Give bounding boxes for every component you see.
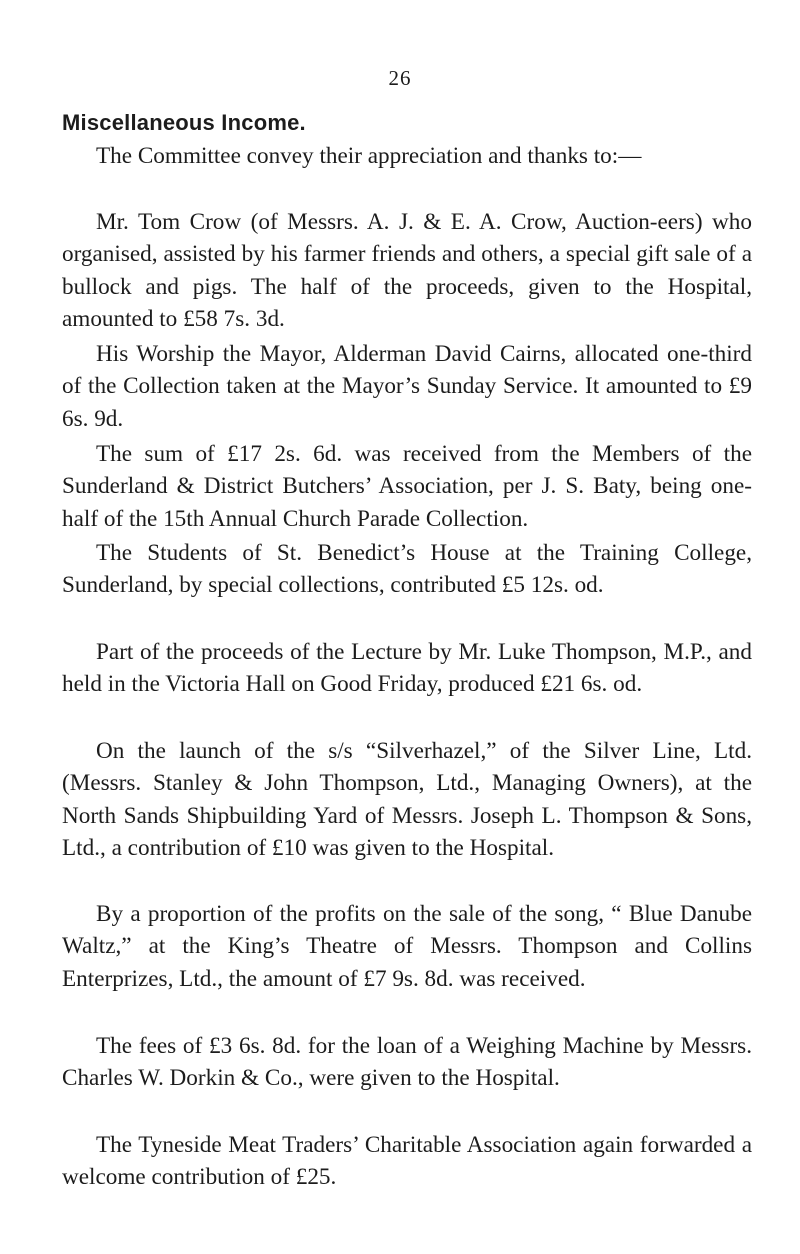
paragraph-blue-danube: By a proportion of the profits on the sale of the song, “ Blue Danube Waltz,” at the King’s Theatre of Messrs. Thompson and Collins Enterprizes, Ltd., the amount of £7 9s. 8d. was received. bbox=[62, 901, 752, 992]
paragraph-weighing-machine: The fees of £3 6s. 8d. for the loan of a Weighing Machine by Messrs. Charles W. Dorkin & Co., were given to the Hospital. bbox=[62, 1033, 752, 1092]
paragraph-st-benedicts: The Students of St. Benedict’s House at the Training College, Sunderland, by special collections, contributed £5 12s. od. bbox=[62, 540, 752, 599]
paragraph-tom-crow: Mr. Tom Crow (of Messrs. A. J. & E. A. Crow, Auction-eers) who organised, assisted by his farmer friends and others, a special gift sale of a bullock and pigs. The half of the proceeds, given to the Hospital, amounted to £58 7s. 3d. bbox=[62, 209, 752, 333]
paragraph-mayor: His Worship the Mayor, Alderman David Cairns, allocated one-third of the Collection taken at the Mayor’s Sunday Service. It amounted to £9 6s. 9d. bbox=[62, 341, 752, 432]
paragraph-butchers-association: The sum of £17 2s. 6d. was received from the Members of the Sunderland & District Butchers’ Association, per J. S. Baty, being one-half of the 15th Annual Church Parade Collection. bbox=[62, 441, 752, 532]
intro-paragraph: The Committee convey their appreciation and thanks to:— bbox=[96, 143, 642, 169]
paragraph-meat-traders: The Tyneside Meat Traders’ Charitable Association again forwarded a welcome contribution of £25. bbox=[62, 1132, 752, 1191]
paragraph-lecture: Part of the proceeds of the Lecture by Mr. Luke Thompson, M.P., and held in the Victoria Hall on Good Friday, produced £21 6s. od. bbox=[62, 639, 752, 698]
section-heading: Miscellaneous Income. bbox=[62, 110, 306, 135]
paragraph-silverhazel-launch: On the launch of the s/s “Silverhazel,” of the Silver Line, Ltd. (Messrs. Stanley & John Thompson, Ltd., Managing Owners), at the North Sands Shipbuilding Yard of Messrs. Joseph L. Thompson & Sons, Ltd., a contribution of £10 was given to the Hospital. bbox=[62, 738, 752, 862]
page-number: 26 bbox=[388, 66, 412, 90]
